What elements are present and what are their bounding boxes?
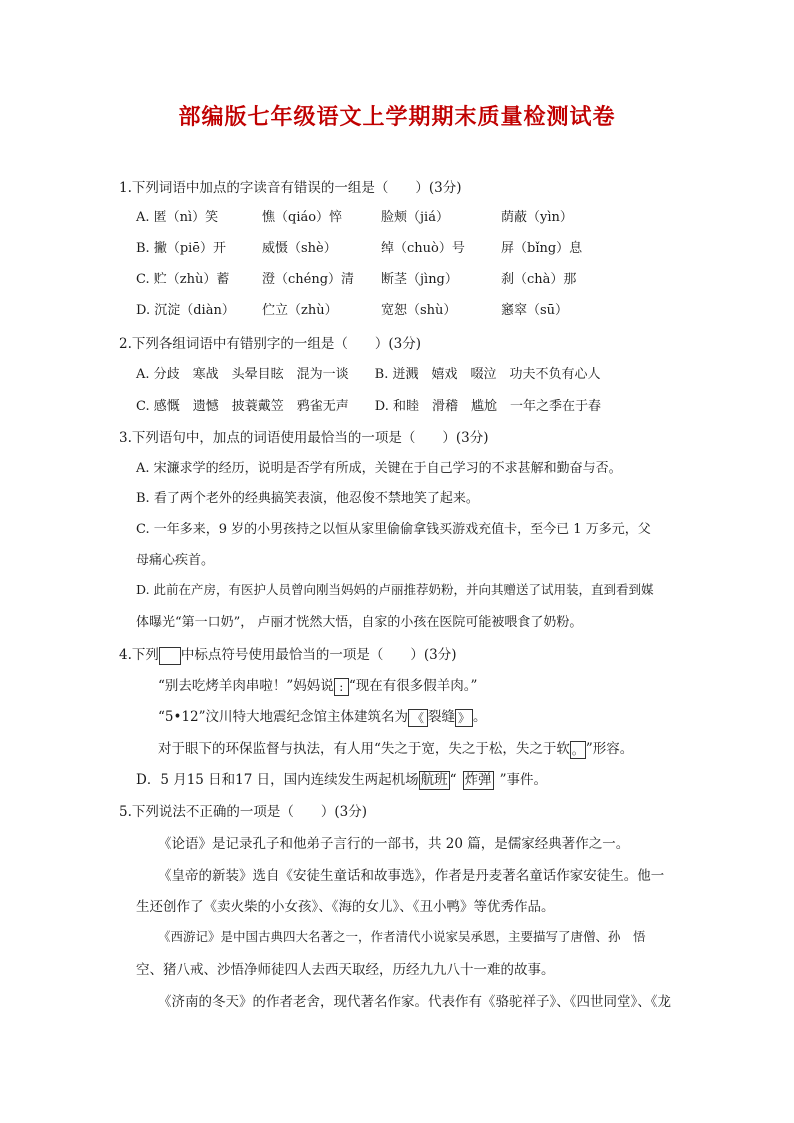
q1-option-d-4: 窸窣（sū） bbox=[501, 303, 569, 318]
q3-option-d: D. 此前在产房，有医护人员曾向刚当妈妈的卢丽推荐奶粉，并向其赠送了试用装，直到看到媒 bbox=[136, 582, 654, 597]
q1-option-d-2: 伫立（zhù） bbox=[262, 303, 338, 318]
q4-line-c-end: ”形容。 bbox=[585, 741, 634, 757]
q4-line-b-end: 。 bbox=[473, 709, 487, 725]
q4-line-d bbox=[136, 768, 547, 790]
q4-line-d-quote-open: “ bbox=[449, 772, 457, 788]
q1-option-b-3: 绰（chuò）号 bbox=[381, 241, 465, 256]
q1-option-c-4: 刹（chà）那 bbox=[501, 272, 577, 287]
q4-line-b-mark-close: 》 bbox=[455, 709, 473, 727]
q4-line-b bbox=[158, 705, 487, 727]
q1-option-a-3: 脸颊（jiá） bbox=[381, 210, 449, 225]
q4-line-c-text: 对于眼下的环保监督与执法，有人用“失之于宽，失之于松，失之于软 bbox=[158, 741, 570, 757]
q5-para-4: 《济南的冬天》的作者老舍，现代著名作家。代表作有《骆驼祥子》、《四世同堂》、《龙 bbox=[158, 994, 671, 1010]
q1-option-a-1: A. 匿（nì）笑 bbox=[136, 210, 219, 225]
q5-para-1: 《论语》是记录孔子和他弟子言行的一部书，共 20 篇，是儒家经典著作之一。 bbox=[158, 836, 630, 852]
q4-line-b-name: 裂缝 bbox=[428, 709, 456, 725]
q1-option-b-2: 威慑（shè） bbox=[262, 241, 337, 256]
q4-line-c-mark: 。 bbox=[571, 742, 584, 757]
q5-para-3-cont: 空、猪八戒、沙悟净师徒四人去西天取经，历经九九八十一难的故事。 bbox=[136, 962, 555, 978]
q3-option-d-cont: 体曝光“第一口奶”， 卢丽才恍然大悟，自家的小孩在医院可能被喂食了奶粉。 bbox=[136, 615, 583, 630]
q4-line-a bbox=[158, 674, 477, 696]
q1-option-c-2: 澄（chéng）清 bbox=[262, 272, 355, 287]
q4-line-a-quote: “现在有很多假羊肉。” bbox=[348, 678, 478, 694]
q1-option-d-3: 宽恕（shù） bbox=[381, 303, 457, 318]
q4-line-b-mark-open: 《 bbox=[408, 709, 428, 727]
q1-option-b-1: B. 撇（piē）开 bbox=[136, 241, 226, 256]
q5-para-2-cont: 生还创作了《卖火柴的小女孩》、《海的女儿》、《丑小鸭》等优秀作品。 bbox=[136, 899, 555, 915]
q3-option-a: A. 宋濂求学的经历，说明是否学有所成，关键在于自己学习的不求甚解和勤奋与否。 bbox=[136, 461, 622, 476]
page-title: 部编版七年级语文上学期期末质量检测试卷 bbox=[178, 105, 616, 130]
q4-line-d-end: ”事件。 bbox=[499, 772, 547, 788]
q3-option-c: C. 一年多来，9 岁的小男孩持之以恒从家里偷偷拿钱买游戏充值卡，至今已 1 万多元，父 bbox=[136, 522, 651, 537]
q4-line-a-text: “别去吃烤羊肉串啦！”妈妈说 bbox=[158, 678, 334, 694]
q5-para-3: 《西游记》是中国古典四大名著之一，作者清代小说家吴承恩，主要描写了唐僧、孙 悟 bbox=[158, 929, 646, 944]
q4-line-a-mark: : bbox=[334, 678, 349, 696]
q5-para-2: 《皇帝的新装》选自《安徒生童话和故事选》，作者是丹麦著名童话作家安徒生。他一 bbox=[158, 868, 665, 884]
q4-stem-end: 中标点符号使用最恰当的一项是（ ）(3分) bbox=[180, 647, 457, 663]
q2-options-cd: C. 感慨 遗憾 披蓑戴笠 鸦雀无声 D. 和睦 滑稽 尴尬 一年之季在于春 bbox=[136, 399, 601, 414]
q3-option-b: B. 看了两个老外的经典搞笑表演，他忍俊不禁地笑了起来。 bbox=[136, 491, 479, 506]
q4-stem-start: 4.下列 bbox=[119, 647, 159, 663]
q4-line-d-bomb: 炸弹 bbox=[464, 772, 492, 788]
question-1-stem: 1.下列词语中加点的字读音有错误的一组是（ ）(3分) bbox=[119, 180, 462, 196]
q1-option-d-1: D. 沉淀（diàn） bbox=[136, 303, 235, 318]
q1-option-b-4: 屏（bǐng）息 bbox=[501, 241, 583, 256]
q1-option-a-4: 荫蔽（yìn） bbox=[501, 210, 573, 225]
question-2-stem: 2.下列各组词语中有错别字的一组是（ ）(3分) bbox=[119, 336, 422, 352]
q4-line-c bbox=[158, 737, 633, 759]
q2-options-ab: A. 分歧 寒战 头晕目眩 混为一谈 B. 迸溅 嬉戏 啜泣 功夫不负有心人 bbox=[136, 367, 601, 382]
q1-option-a-2: 憔（qiáo）悴 bbox=[262, 210, 343, 225]
q1-option-c-1: C. 贮（zhù）蓄 bbox=[136, 272, 230, 287]
q4-blank-box bbox=[159, 647, 181, 665]
q4-line-b-text: “5•12”汶川特大地震纪念馆主体建筑名为 bbox=[158, 709, 409, 725]
q4-line-d-flight: 航班 bbox=[420, 772, 448, 788]
q4-line-d-text: D．5 月15 日和17 日，国内连续发生两起机场 bbox=[136, 772, 419, 788]
q1-option-c-3: 断茎（jìng） bbox=[381, 272, 458, 287]
question-4-stem bbox=[119, 643, 457, 665]
q3-option-c-cont: 母痛心疾首。 bbox=[136, 553, 215, 568]
question-5-stem: 5.下列说法不正确的一项是（ ）(3分) bbox=[119, 804, 368, 820]
question-3-stem: 3.下列语句中，加点的词语使用最恰当的一项是（ ）(3分) bbox=[119, 430, 489, 446]
